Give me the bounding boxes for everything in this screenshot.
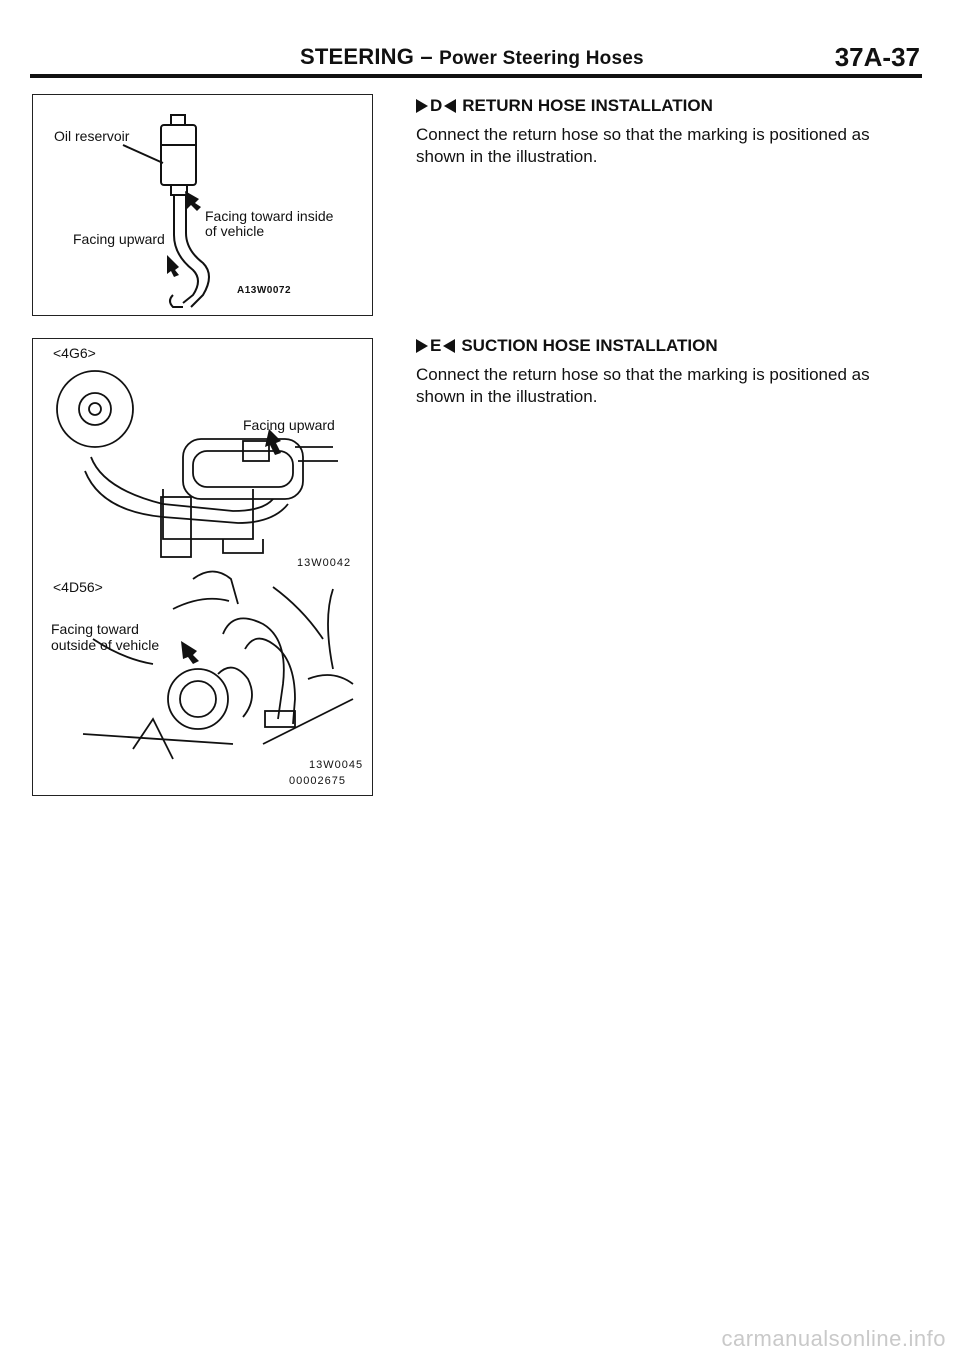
header-rule — [30, 74, 922, 78]
engine-4g6-label: <4G6> — [53, 345, 96, 361]
right-arrow-icon — [416, 339, 428, 353]
title-dash: – — [420, 44, 433, 69]
section-body: Connect the return hose so that the marking is positioned as shown in the illustration. — [416, 125, 870, 166]
right-arrow-icon — [416, 99, 428, 113]
section-heading — [416, 336, 916, 356]
figure-code-ref: 00002675 — [289, 775, 346, 787]
facing-inside-label: Facing toward inside — [205, 208, 334, 224]
oil-reservoir-label: Oil reservoir — [54, 128, 130, 144]
outside-vehicle-label: outside of vehicle — [51, 637, 160, 653]
figure-code-top: 13W0042 — [297, 557, 352, 569]
engine-4d56-label: <4D56> — [53, 579, 103, 595]
section-heading-text: RETURN HOSE INSTALLATION — [462, 96, 713, 115]
section-body: Connect the return hose so that the marking is positioned as shown in the illustration. — [416, 365, 870, 406]
watermark: carmanualsonline.info — [721, 1326, 946, 1351]
page-title — [300, 44, 644, 70]
figure-suction-hose — [32, 338, 373, 796]
facing-upward-label: Facing upward — [73, 231, 165, 247]
facing-upward-label-2: Facing upward — [243, 417, 335, 433]
left-arrow-icon — [443, 339, 455, 353]
section-heading — [416, 96, 916, 116]
section-letter: D — [430, 96, 443, 115]
section-suction-hose — [416, 336, 916, 408]
page-number: 37A-37 — [834, 42, 920, 72]
section-return-hose — [416, 96, 916, 168]
section-title: STEERING — [300, 44, 415, 69]
section-subtitle: Power Steering Hoses — [439, 48, 644, 69]
figure-code: A13W0072 — [237, 285, 292, 296]
section-heading-text: SUCTION HOSE INSTALLATION — [461, 336, 718, 355]
left-arrow-icon — [444, 99, 456, 113]
figure-return-hose — [32, 94, 373, 316]
section-letter: E — [430, 336, 442, 355]
figure-code-bottom: 13W0045 — [309, 759, 364, 771]
facing-toward-label: Facing toward — [51, 621, 139, 637]
of-vehicle-label: of vehicle — [205, 223, 265, 239]
